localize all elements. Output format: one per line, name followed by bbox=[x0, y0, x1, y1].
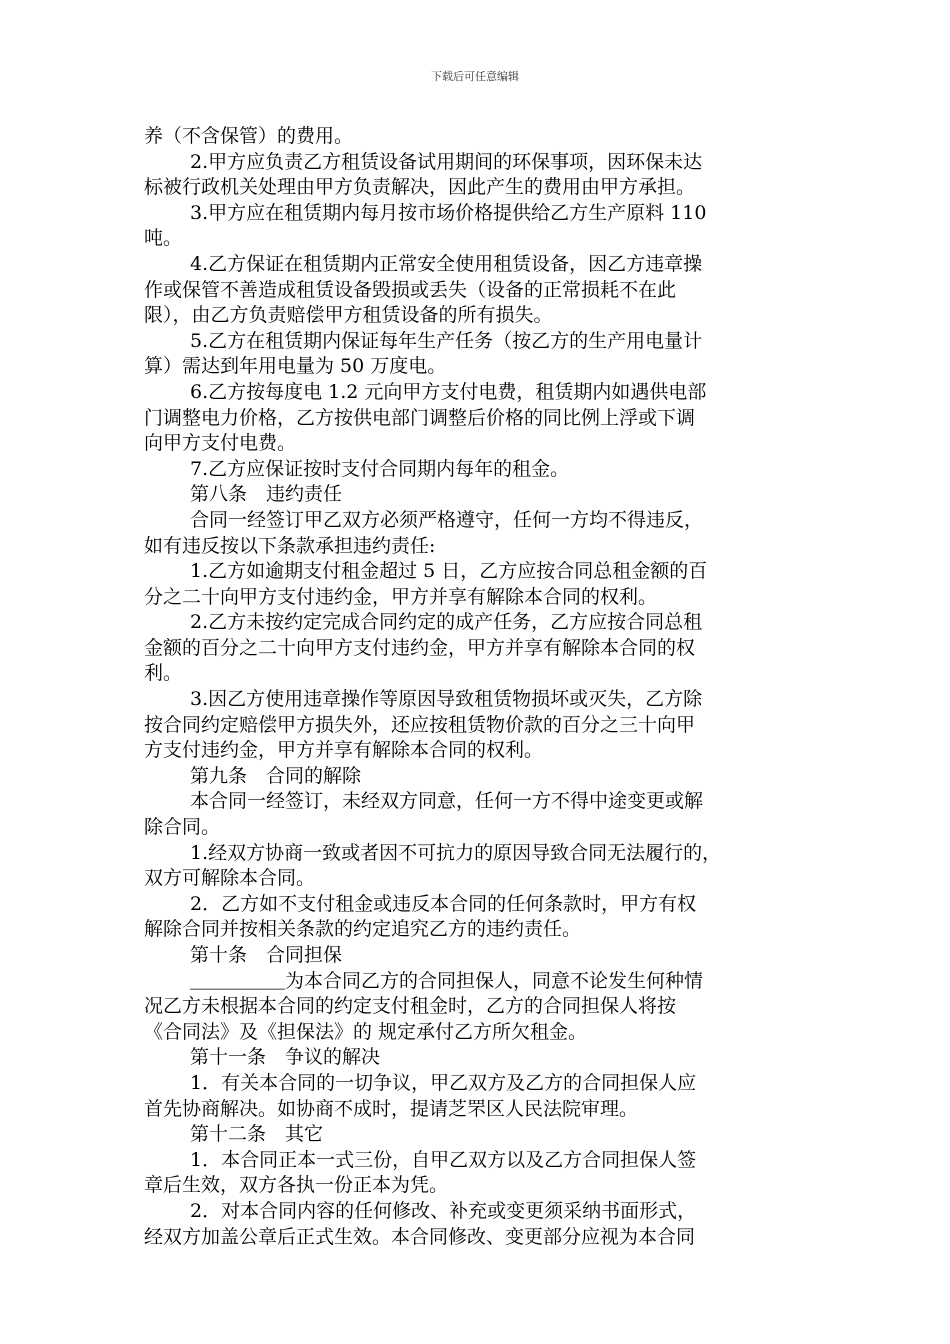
text-line: 3.甲方应在租赁期内每月按市场价格提供给乙方生产原料 110 bbox=[190, 201, 707, 224]
clause-7-3 bbox=[144, 201, 810, 252]
text-line: 标被行政机关处理由甲方负责解决，因此产生的费用由甲方承担。 bbox=[144, 176, 696, 199]
text-line: 章后生效，双方各执一份正本为凭。 bbox=[144, 1174, 449, 1197]
clause-11-1 bbox=[144, 1071, 810, 1122]
text-line: 限），由乙方负责赔偿甲方租赁设备的所有损失。 bbox=[144, 304, 553, 327]
article-11-heading bbox=[144, 1045, 810, 1071]
text-line: 向甲方支付电费。 bbox=[144, 432, 297, 455]
clause-12-1 bbox=[144, 1148, 810, 1199]
text-line: 3.因乙方使用违章操作等原因导致租赁物损坏或灭失，乙方除 bbox=[190, 688, 703, 711]
text-line: 金额的百分之二十向甲方支付违约金，甲方并享有解除本合同的权 bbox=[144, 636, 696, 659]
text-line: 1．本合同正本一式三份，自甲乙双方以及乙方合同担保人签 bbox=[190, 1148, 697, 1171]
text-line: 吨。 bbox=[144, 227, 183, 250]
clause-8-2 bbox=[144, 610, 810, 687]
article-9-heading bbox=[144, 764, 810, 790]
text-line: 养（不含保管）的费用。 bbox=[144, 125, 354, 147]
page-header: 下载后可任意编辑 bbox=[431, 70, 519, 83]
clause-8-1 bbox=[144, 559, 810, 610]
clause-7-2 bbox=[144, 150, 810, 201]
section-heading: 第九条 合同的解除 bbox=[190, 764, 362, 787]
text-line: 4.乙方保证在租赁期内正常安全使用租赁设备，因乙方违章操 bbox=[190, 252, 703, 275]
text-line: 作或保管不善造成租赁设备毁损或丢失（设备的正常损耗不在此 bbox=[144, 278, 677, 301]
text-line: ＿＿＿＿＿为本合同乙方的合同担保人，同意不论发生何种情 bbox=[190, 969, 704, 992]
section-heading: 第八条 违约责任 bbox=[190, 483, 343, 506]
text-line: 5.乙方在租赁期内保证每年生产任务（按乙方的生产用电量计 bbox=[190, 329, 703, 352]
text-line: 合同一经签订甲乙双方必须严格遵守，任何一方均不得违反， bbox=[190, 508, 704, 531]
text-line: 2.甲方应负责乙方租赁设备试用期间的环保事项，因环保未达 bbox=[190, 150, 703, 173]
article-12-heading bbox=[144, 1122, 810, 1148]
article-10-body bbox=[144, 969, 810, 1046]
text-line: 解除合同并按相关条款的约定追究乙方的违约责任。 bbox=[144, 918, 582, 941]
clause-9-2 bbox=[144, 892, 810, 943]
text-line: 分之二十向甲方支付违约金，甲方并享有解除本合同的权利。 bbox=[144, 585, 658, 608]
text-line: 利。 bbox=[144, 662, 183, 685]
clause-12-2 bbox=[144, 1199, 810, 1250]
clause-8-3 bbox=[144, 687, 810, 764]
text-line: 如有违反按以下条款承担违约责任: bbox=[144, 534, 436, 557]
text-line: 6.乙方按每度电 1.2 元向甲方支付电费，租赁期内如遇供电部 bbox=[190, 380, 707, 403]
article-8-heading bbox=[144, 482, 810, 508]
text-line: 1．有关本合同的一切争议，甲乙双方及乙方的合同担保人应 bbox=[190, 1071, 697, 1094]
text-line: 方支付违约金，甲方并享有解除本合同的权利。 bbox=[144, 739, 544, 762]
clause-7-5 bbox=[144, 329, 810, 380]
clause-7-7 bbox=[144, 457, 810, 483]
section-heading: 第十二条 其它 bbox=[190, 1123, 324, 1146]
contract-body bbox=[144, 124, 810, 1250]
article-10-heading bbox=[144, 943, 810, 969]
section-heading: 第十条 合同担保 bbox=[190, 944, 343, 966]
article-8-intro bbox=[144, 508, 810, 559]
text-line: 除合同。 bbox=[144, 816, 221, 839]
clause-7-4 bbox=[144, 252, 810, 329]
paragraph-maintenance-cost bbox=[144, 124, 810, 150]
text-line: 按合同约定赔偿甲方损失外，还应按租赁物价款的百分之三十向甲 bbox=[144, 713, 696, 736]
text-line: 门调整电力价格，乙方按供电部门调整后价格的同比例上浮或下调 bbox=[144, 406, 696, 429]
text-line: 《合同法》及《担保法》的 规定承付乙方所欠租金。 bbox=[144, 1020, 588, 1043]
clause-7-6 bbox=[144, 380, 810, 457]
text-line: 首先协商解决。如协商不成时，提请芝罘区人民法院审理。 bbox=[144, 1097, 639, 1120]
text-line: 本合同一经签订，未经双方同意，任何一方不得中途变更或解 bbox=[190, 790, 704, 813]
text-line: 经双方加盖公章后正式生效。本合同修改、变更部分应视为本合同 bbox=[144, 1225, 696, 1248]
text-line: 况乙方未根据本合同的约定支付租金时，乙方的合同担保人将按 bbox=[144, 995, 677, 1018]
text-line: 1.经双方协商一致或者因不可抗力的原因导致合同无法履行的， bbox=[190, 841, 722, 864]
text-line: 2．乙方如不支付租金或违反本合同的任何条款时，甲方有权 bbox=[190, 892, 697, 915]
article-9-intro bbox=[144, 789, 810, 840]
text-line: 算）需达到年用电量为 50 万度电。 bbox=[144, 355, 447, 378]
clause-9-1 bbox=[144, 841, 810, 892]
text-line: 双方可解除本合同。 bbox=[144, 867, 316, 890]
text-line: 2.乙方未按约定完成合同约定的成产任务，乙方应按合同总租 bbox=[190, 611, 703, 634]
text-line: 7.乙方应保证按时支付合同期内每年的租金。 bbox=[190, 457, 570, 480]
text-line: 1.乙方如逾期支付租金超过 5 日，乙方应按合同总租金额的百 bbox=[190, 560, 708, 583]
section-heading: 第十一条 争议的解决 bbox=[190, 1046, 381, 1069]
text-line: 2．对本合同内容的任何修改、补充或变更须采纳书面形式， bbox=[190, 1199, 697, 1222]
